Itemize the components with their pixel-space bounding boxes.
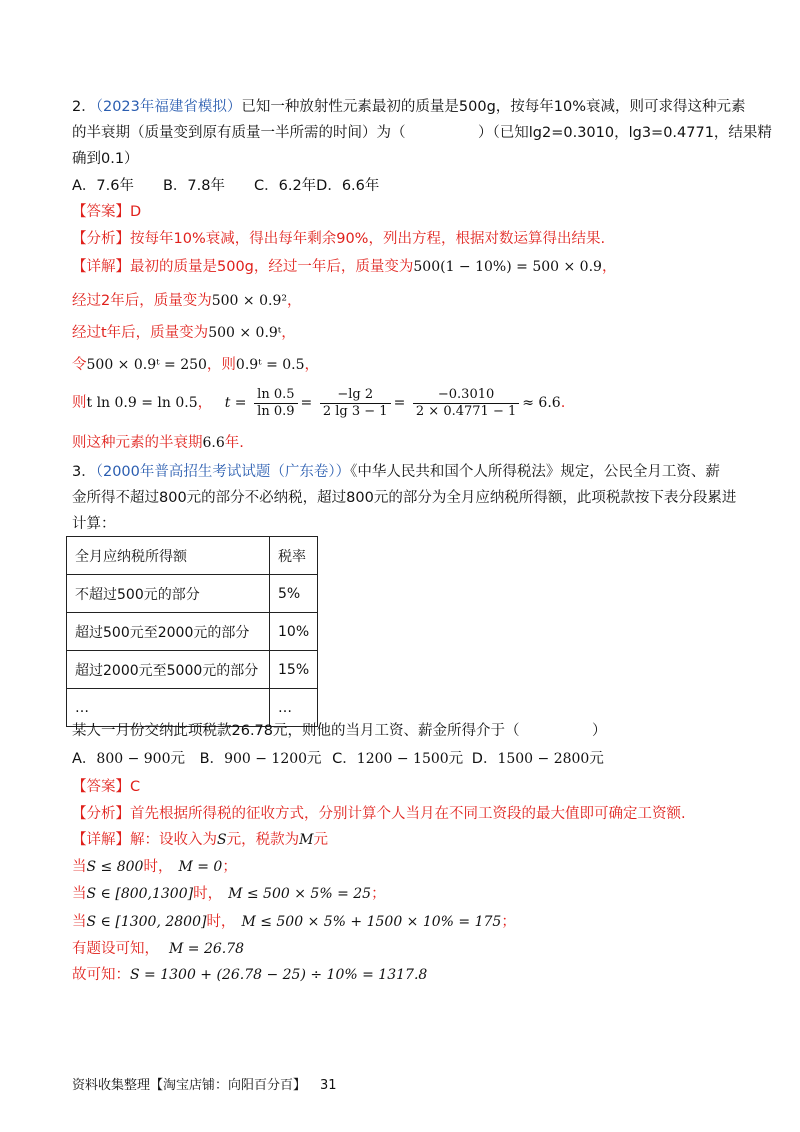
q2-detail-4: 令500 × 0.9ᵗ = 250，则0.9ᵗ = 0.5，	[72, 357, 320, 373]
q3-answer: 【答案】C	[72, 779, 141, 795]
q3-detail-1: 【详解】解：设收入为S元，税款为M元	[72, 832, 328, 848]
q2-formula-4b: 0.9ᵗ = 0.5	[235, 357, 305, 373]
q2-options: A．7.6年 B．7.8年 C．6.2年D．6.6年	[72, 178, 380, 194]
q2-number: 2．	[72, 99, 96, 115]
table-cell: 5%	[270, 575, 318, 613]
q2-detail-5: 则t ln 0.9 = ln 0.5， t = $\frac{\ln 0.5}{\ln 0.9}$ = $\frac{-\lg 2}{2 \lg 3 - 1}$ = $\frac{-0.3010}{2 \times 0.4771 - 1}$ ≈ 6.6.	[72, 386, 566, 419]
table-row	[67, 651, 318, 689]
q2-source: （2023年福建省模拟）	[95, 99, 242, 115]
table-cell: …	[67, 689, 270, 727]
q3-options: A．800 − 900元 B．900 − 1200元 C．1200 − 1500元 D．1500 − 2800元	[72, 751, 604, 767]
table-cell: 15%	[270, 651, 318, 689]
q3-stem-line-4: 某人一月份交纳此项税款26.78元，则他的当月工资、薪金所得介于（ ）	[72, 723, 607, 739]
q3-stem-line-3: 计算：	[72, 516, 116, 532]
q2-fraction-1: $\frac{\ln 0.5}{\ln 0.9}$	[254, 387, 297, 420]
table-row	[67, 537, 318, 575]
q2-fraction-3: $\frac{-0.3010}{2 \times 0.4771 - 1}$	[413, 387, 519, 420]
table-row	[67, 613, 318, 651]
q3-stem-line-2: 金所得不超过800元的部分不必纳税，超过800元的部分为全月应纳税所得额，此项税款按下表分段累进	[72, 490, 737, 506]
table-cell: 不超过500元的部分	[67, 575, 270, 613]
q3-source: （2000年普高招生考试试题（广东卷））	[95, 464, 351, 480]
q3-detail-2: 当S ≤ 800时， M = 0；	[72, 859, 237, 875]
q2-detail-2: 经过2年后，质量变为500 × 0.9²，	[72, 293, 302, 309]
q2-formula-5a: t ln 0.9 = ln 0.5	[86, 395, 198, 411]
q2-formula-1: 500(1 − 10%) = 500 × 0.9	[413, 259, 602, 275]
q2-stem-line-1	[72, 96, 746, 118]
q2-stem-line-3: 确到0.1）	[72, 151, 139, 167]
q2-analysis: 【分析】按每年10%衰减，得出每年剩余90%，列出方程，根据对数运算得出结果.	[72, 231, 606, 247]
q2-detail-3: 经过t年后，质量变为500 × 0.9ᵗ，	[72, 325, 296, 341]
q2-detail-1: 【详解】最初的质量是500g，经过一年后，质量变为500(1 − 10%) = 500 × 0.9，	[72, 259, 617, 275]
q3-detail-5: 有题设可知， M = 26.78	[72, 941, 245, 957]
q3-detail-4: 当S ∈ [1300, 2800]时， M ≤ 500 × 5% + 1500 × 10% = 175；	[72, 914, 516, 930]
q3-detail-3: 当S ∈ [800,1300]时， M ≤ 500 × 5% = 25；	[72, 886, 386, 902]
q3-stem-line-1: 3．（2000年普高招生考试试题（广东卷））《中华人民共和国个人所得税法》规定，公民全月工资、薪	[72, 464, 720, 480]
q2-stem-line-2: 的半衰期（质量变到原有质量一半所需的时间）为（ ）（已知lg2=0.3010，lg3=0.4771，结果精	[72, 125, 772, 141]
q2-formula-3: 500 × 0.9ᵗ	[208, 325, 282, 341]
footer-text: 资料收集整理【淘宝店铺：向阳百分百】	[72, 1078, 307, 1093]
table-header-income: 全月应纳税所得额	[67, 537, 270, 575]
table-cell: 超过2000元至5000元的部分	[67, 651, 270, 689]
table-header-rate: 税率	[270, 537, 318, 575]
table-cell: 超过500元至2000元的部分	[67, 613, 270, 651]
table-cell: …	[270, 689, 318, 727]
q3-detail-6: 故可知：S = 1300 + (26.78 − 25) ÷ 10% = 1317.8	[72, 967, 428, 983]
q2-stem-1: 已知一种放射性元素最初的质量是500g，按每年10%衰减，则可求得这种元素	[241, 99, 746, 115]
q2-fraction-2: $\frac{-\lg 2}{2 \lg 3 - 1}$	[320, 387, 391, 420]
page-footer	[72, 1074, 337, 1093]
page-number: 31	[320, 1078, 337, 1093]
tax-rate-table	[66, 536, 318, 727]
q2-detail-6: 则这种元素的半衰期6.6年.	[72, 435, 244, 451]
q2-answer: 【答案】D	[72, 204, 142, 220]
q3-analysis: 【分析】首先根据所得税的征收方式，分别计算个人当月在不同工资段的最大值即可确定工资额.	[72, 806, 686, 822]
q3-number: 3．	[72, 464, 96, 480]
q2-formula-2: 500 × 0.9²	[211, 293, 287, 309]
table-row	[67, 575, 318, 613]
table-cell: 10%	[270, 613, 318, 651]
q2-formula-4a: 500 × 0.9ᵗ = 250	[86, 357, 207, 373]
